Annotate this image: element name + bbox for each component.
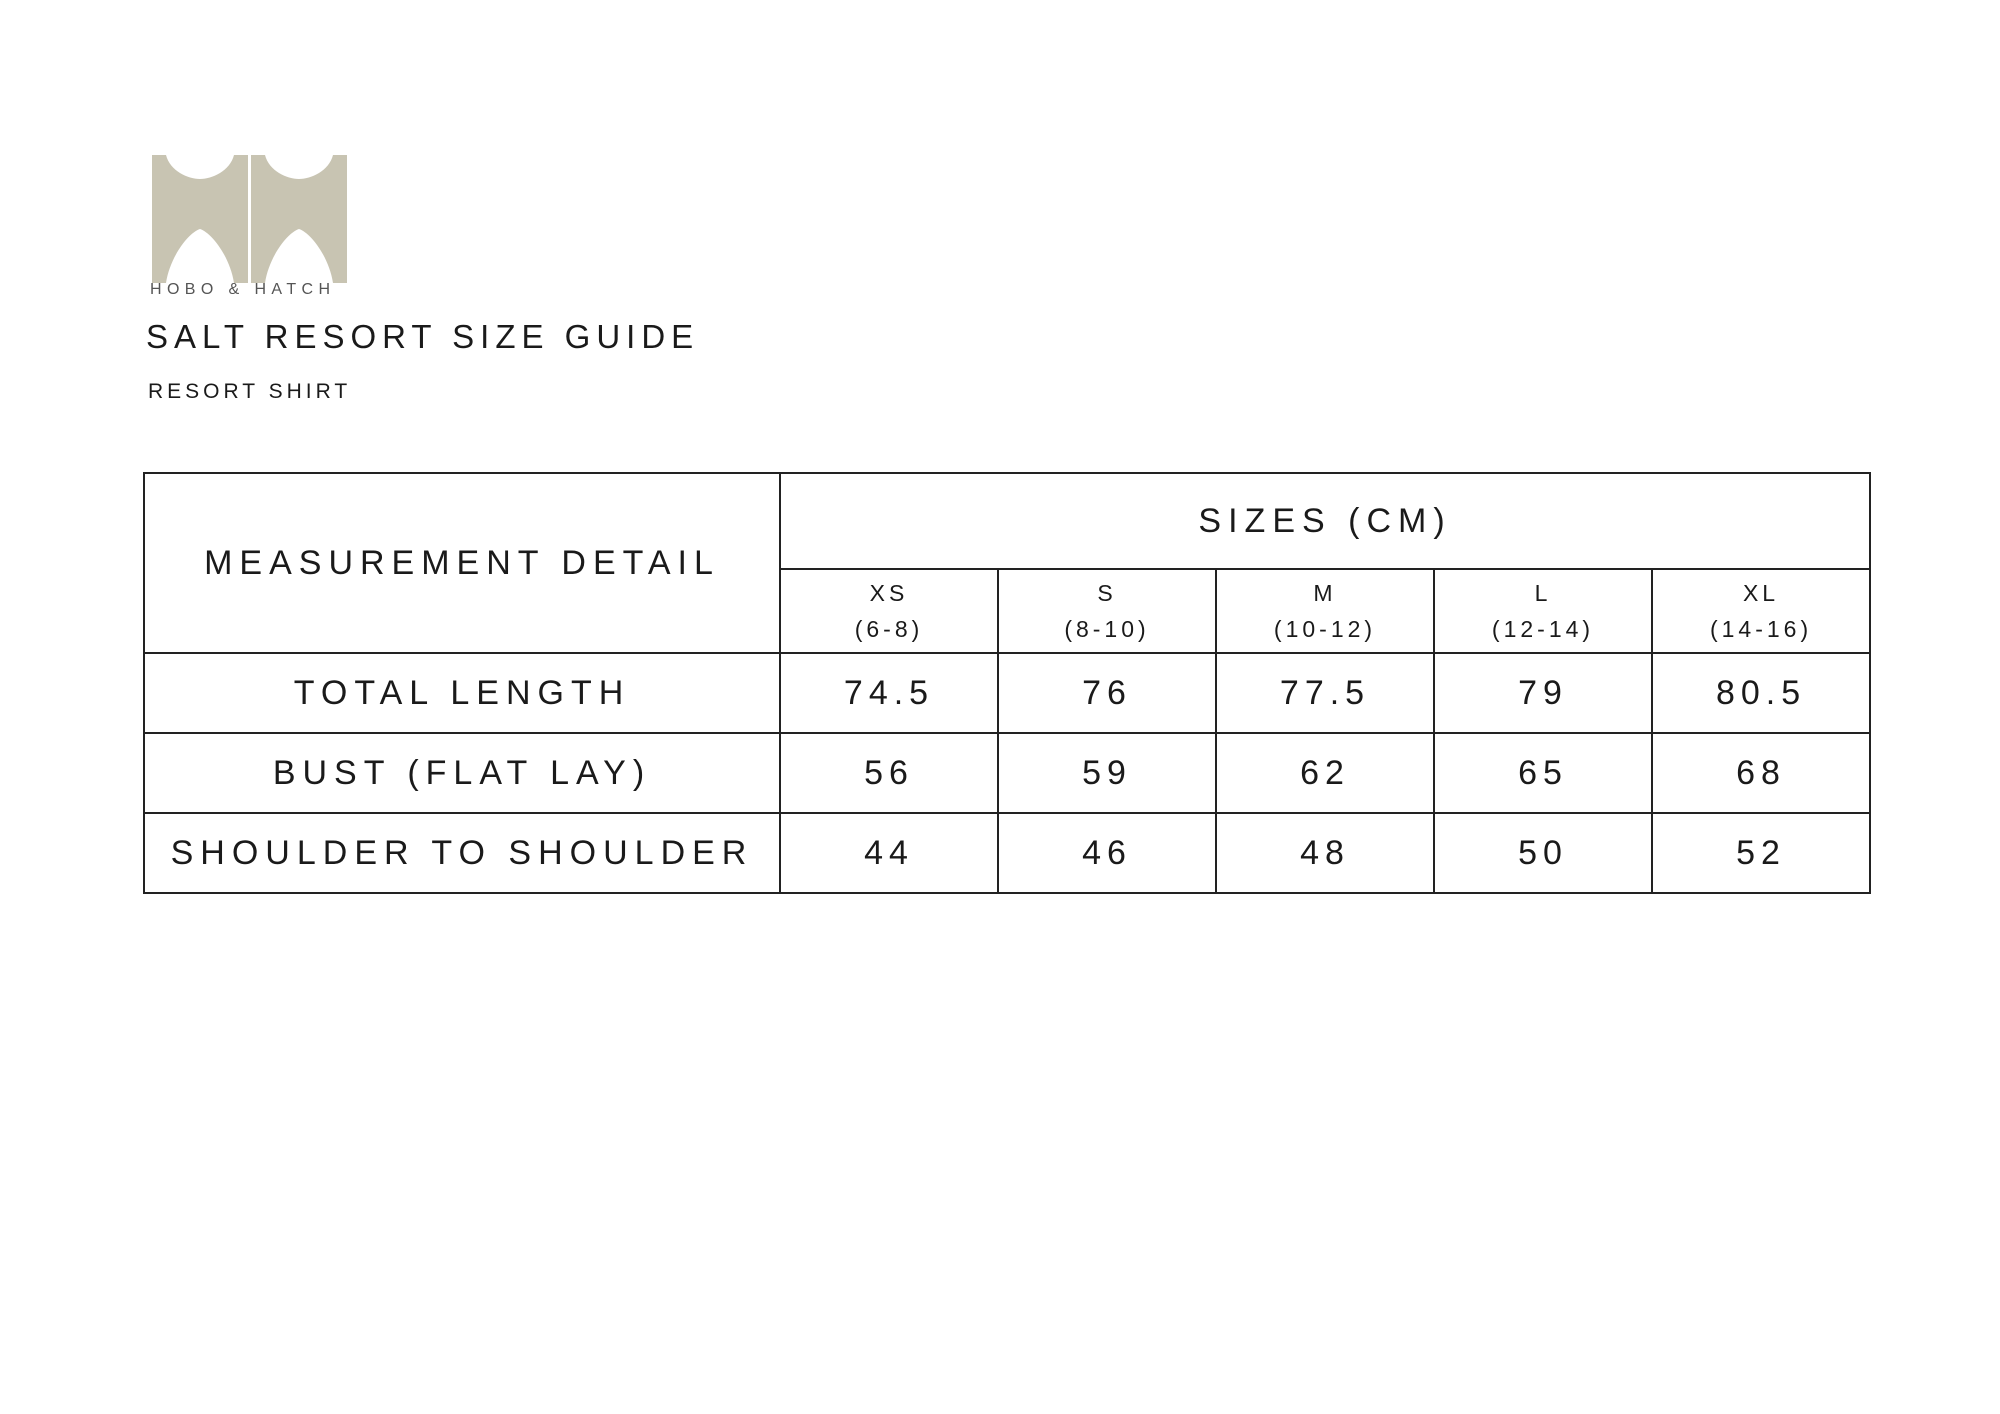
size-label: XS [869, 580, 909, 606]
table-cell: 68 [1652, 733, 1870, 813]
row-label-bust: BUST (FLAT LAY) [144, 733, 780, 813]
table-cell: 62 [1216, 733, 1434, 813]
hobo-hatch-logo-icon [152, 155, 347, 283]
row-label-shoulder: SHOULDER TO SHOULDER [144, 813, 780, 893]
page-title: SALT RESORT SIZE GUIDE [146, 318, 700, 355]
brand-name: HOBO & HATCH [150, 281, 336, 298]
table-cell: 46 [998, 813, 1216, 893]
table-cell: 44 [780, 813, 998, 893]
table-cell: 65 [1434, 733, 1652, 813]
table-cell: 77.5 [1216, 653, 1434, 733]
size-guide-table [143, 472, 1871, 894]
size-column-header [998, 569, 1216, 653]
measurement-detail-header: MEASUREMENT DETAIL [144, 473, 780, 653]
size-label: M [1313, 580, 1337, 606]
table-cell: 76 [998, 653, 1216, 733]
table-row [144, 813, 1870, 893]
table-row [144, 733, 1870, 813]
table-cell: 59 [998, 733, 1216, 813]
table-cell: 74.5 [780, 653, 998, 733]
size-column-header [1434, 569, 1652, 653]
size-range: (6-8) [854, 616, 924, 642]
size-column-header [780, 569, 998, 653]
table-cell: 79 [1434, 653, 1652, 733]
size-range: (14-16) [1709, 616, 1813, 642]
page-subtitle: RESORT SHIRT [148, 380, 352, 403]
size-label: L [1534, 580, 1552, 606]
table-row [144, 653, 1870, 733]
table-cell: 50 [1434, 813, 1652, 893]
size-label: S [1097, 580, 1117, 606]
size-range: (10-12) [1273, 616, 1377, 642]
table-cell: 52 [1652, 813, 1870, 893]
size-label: XL [1742, 580, 1780, 606]
table-cell: 56 [780, 733, 998, 813]
row-label-total-length: TOTAL LENGTH [144, 653, 780, 733]
table-cell: 80.5 [1652, 653, 1870, 733]
size-range: (12-14) [1491, 616, 1595, 642]
size-range: (8-10) [1064, 616, 1150, 642]
table-cell: 48 [1216, 813, 1434, 893]
table-header-row [144, 473, 1870, 569]
size-column-header [1652, 569, 1870, 653]
sizes-header: SIZES (CM) [780, 473, 1870, 569]
size-column-header [1216, 569, 1434, 653]
